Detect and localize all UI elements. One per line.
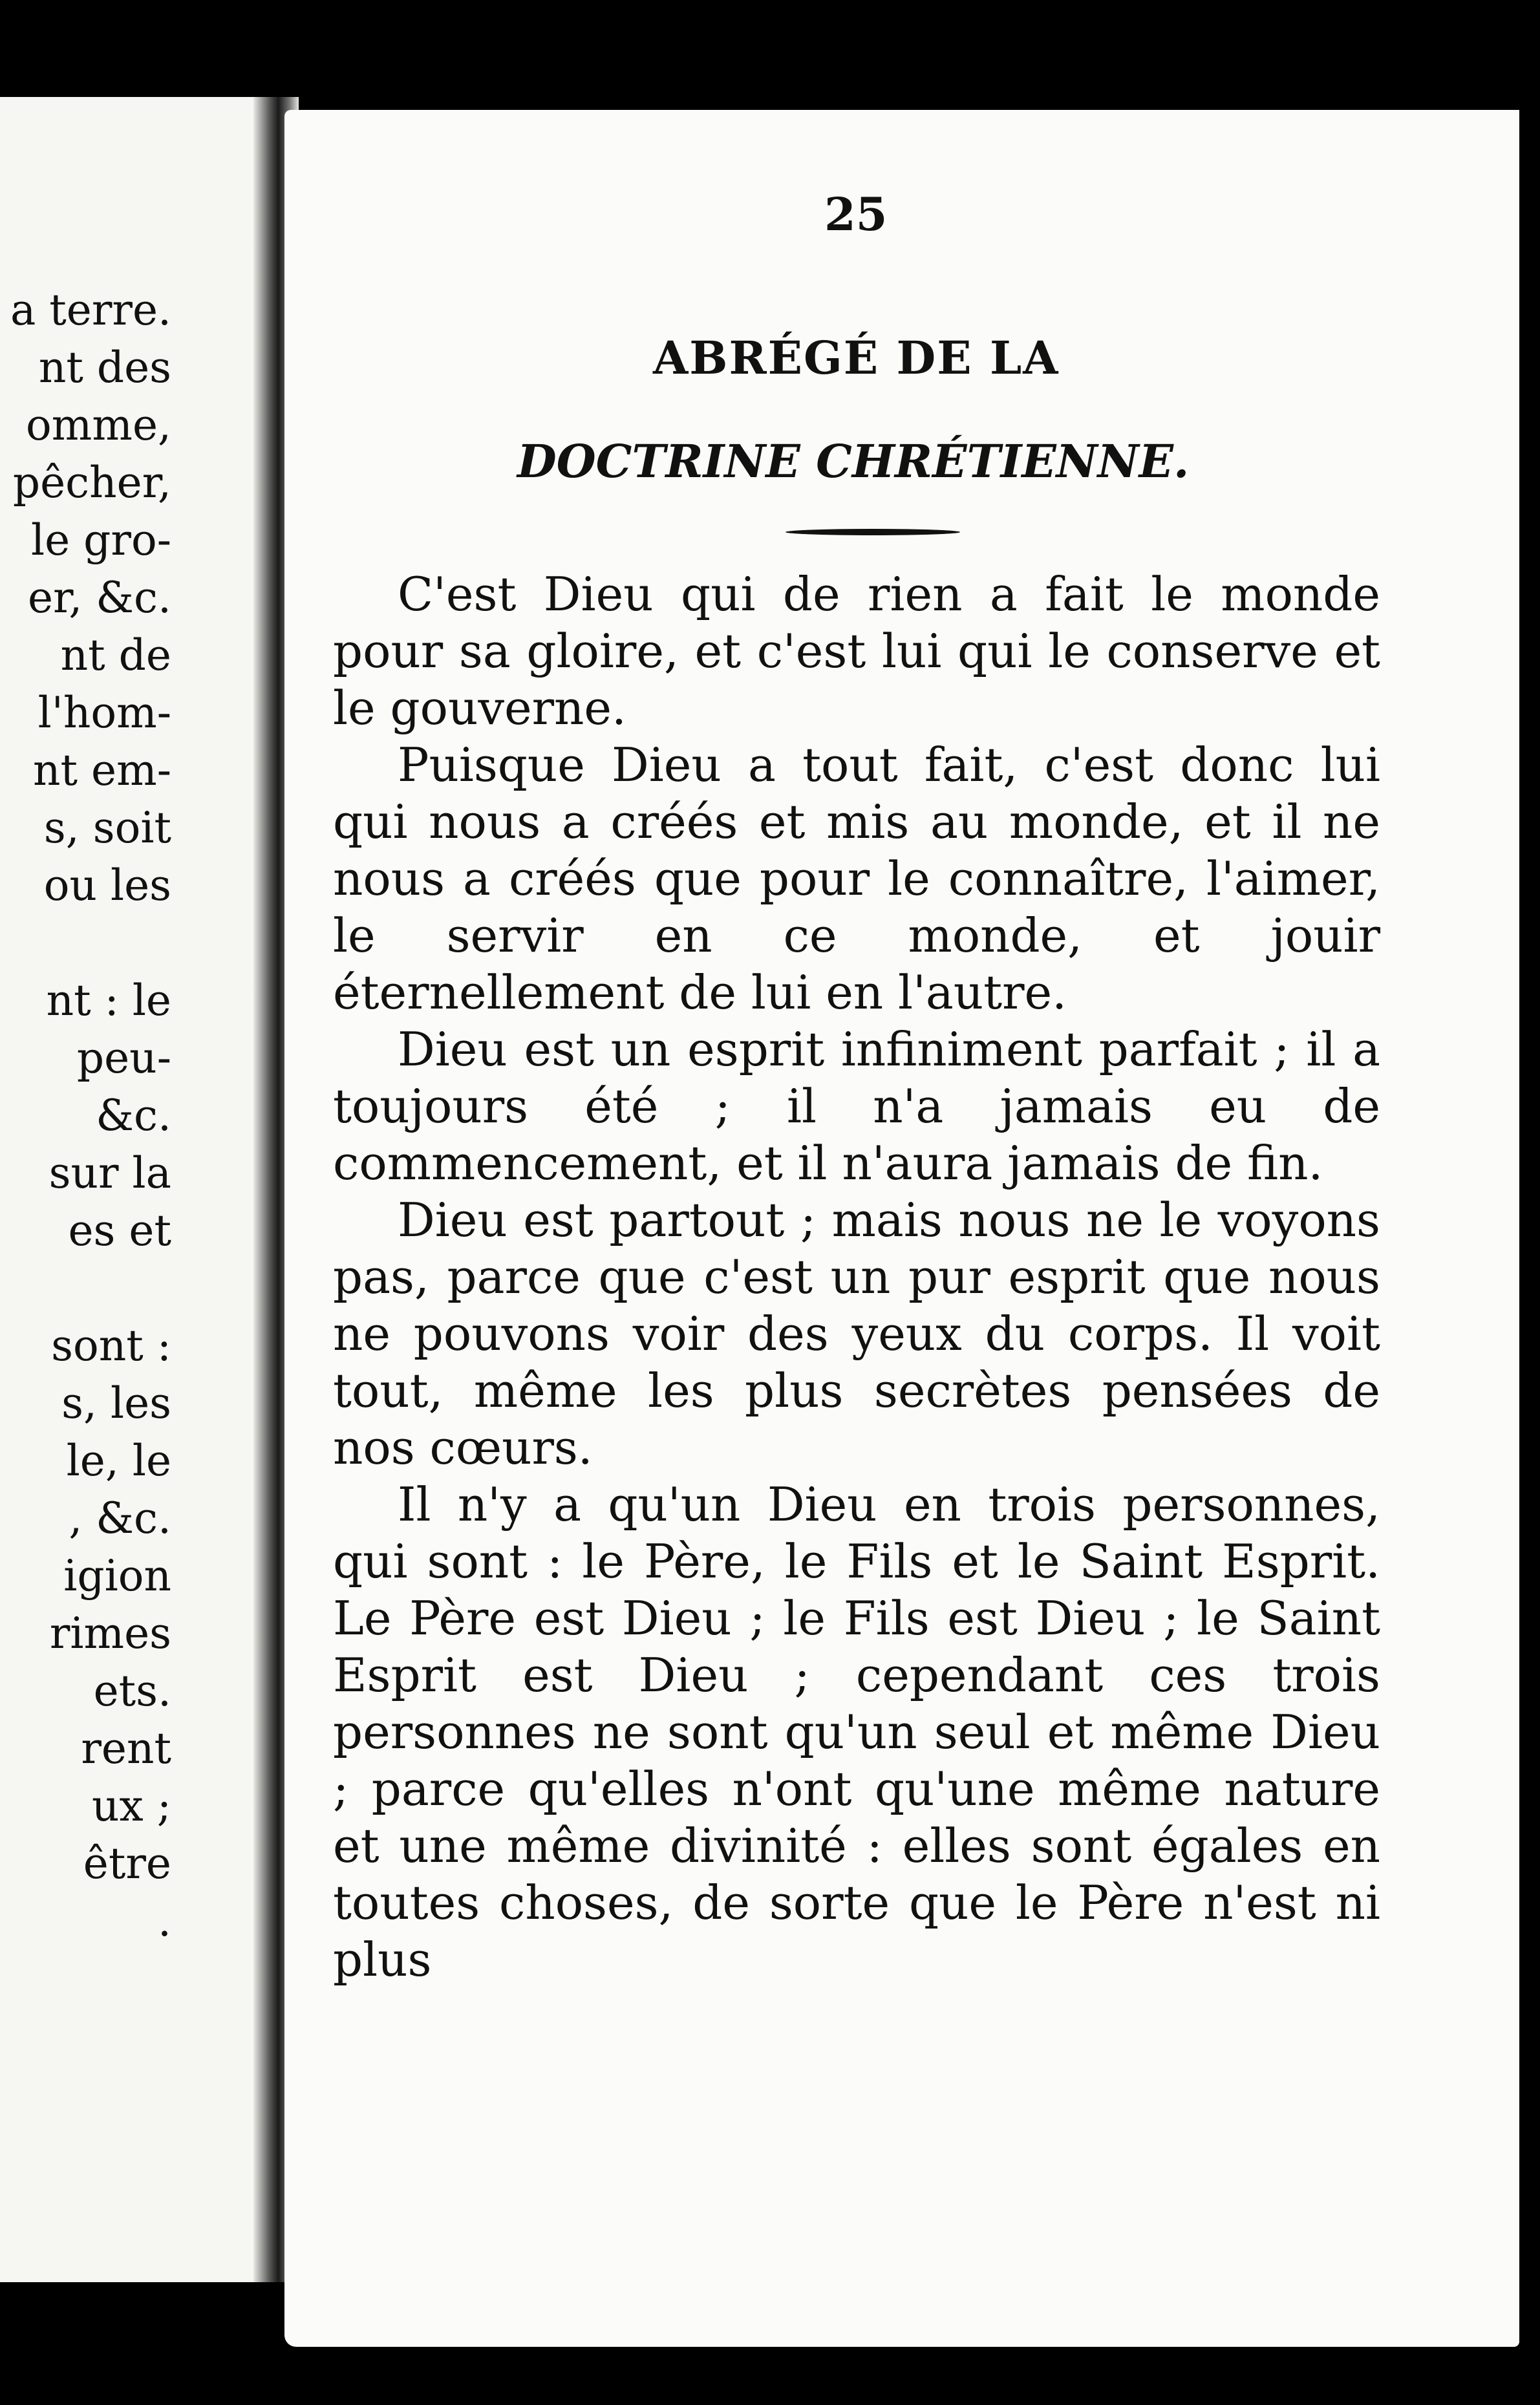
left-line: omme, [26, 400, 171, 450]
left-line: a terre. [10, 285, 171, 335]
paragraph: C'est Dieu qui de rien a fait le monde pour sa gloire, et c'est lui qui le conserve et le gouverne. [333, 567, 1380, 735]
left-line: nt em- [33, 745, 171, 795]
left-line: igion [63, 1551, 171, 1601]
paragraph: Il n'y a qu'un Dieu en trois personnes, qui sont : le Père, le Fils et le Saint Esprit. Le Père est Dieu ; le Fils est Dieu ; le Saint Esprit est Dieu ; cependant ces trois personnes ne sont qu'un seul et même Dieu ; parce qu'elles n'ont qu'une même nature et une même divinité : elles sont égales en toutes choses, de sorte que le Père n'est ni plus [333, 1477, 1380, 1987]
left-line: es et [68, 1206, 171, 1256]
left-line: peu- [76, 1033, 171, 1083]
left-line: er, &c. [27, 573, 171, 623]
paragraph: Dieu est un esprit infiniment parfait ; il a toujours été ; il n'a jamais eu de commencement, et il n'aura jamais de fin. [333, 1022, 1380, 1190]
left-line: pêcher, [12, 458, 171, 508]
left-line: ets. [93, 1666, 171, 1716]
left-line [0, 1259, 171, 1317]
left-line: l'hom- [37, 688, 171, 738]
left-line: être [83, 1839, 171, 1888]
left-line: ou les [43, 860, 171, 910]
left-line: nt de [60, 630, 171, 680]
left-line: nt : le [46, 976, 171, 1025]
left-line: . [158, 1896, 171, 1946]
page-number: 25 [824, 187, 888, 241]
left-line: nt des [38, 343, 171, 392]
paragraph: Puisque Dieu a tout fait, c'est donc lui qui nous a créés et mis au monde, et il ne nous a créés que pour le connaître, l'aimer, le servir en ce monde, et jouir éternellement de lui en l'autre. [333, 738, 1380, 1020]
ornamental-rule [786, 529, 960, 535]
left-page [0, 97, 264, 2282]
section-heading: ABRÉGÉ DE LA [653, 331, 1060, 385]
left-line: s, les [61, 1378, 171, 1428]
left-line: ux ; [92, 1781, 171, 1831]
left-line: sur la [48, 1148, 171, 1198]
left-line: &c. [96, 1091, 171, 1140]
body-text [333, 566, 1380, 1988]
section-subheading: DOCTRINE CHRÉTIENNE. [517, 434, 1190, 488]
left-line: le gro- [31, 515, 171, 565]
left-page-text [0, 281, 171, 1950]
left-line: , &c. [69, 1493, 171, 1543]
left-line: le, le [66, 1436, 171, 1486]
left-line: rimes [49, 1609, 171, 1658]
left-line [0, 914, 171, 972]
paragraph: Dieu est partout ; mais nous ne le voyons pas, parce que c'est un pur esprit que nous ne pouvons voir des yeux du corps. Il voit tout, même les plus secrètes pensées de nos cœurs. [333, 1193, 1380, 1475]
left-line: rent [81, 1724, 171, 1773]
left-line: s, soit [43, 803, 171, 853]
left-line: sont : [51, 1321, 171, 1371]
